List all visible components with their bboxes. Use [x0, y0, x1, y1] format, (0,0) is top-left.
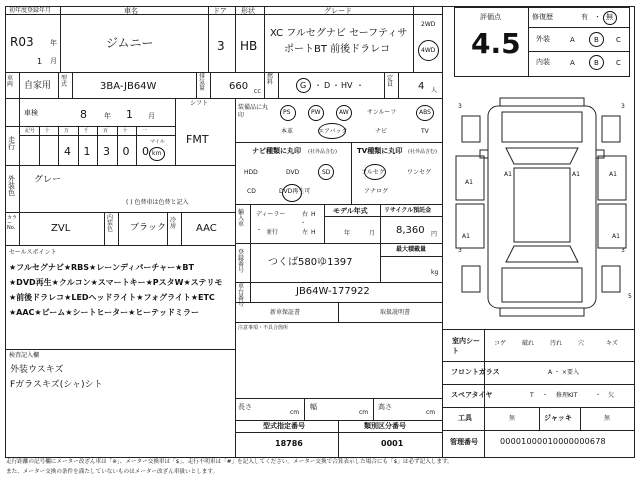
ac-label: 冷房	[170, 217, 177, 230]
color-label: 外装色	[8, 175, 15, 197]
eq-tv: TV	[421, 128, 429, 135]
r3-v3	[235, 98, 236, 458]
right-rear-door	[598, 204, 626, 248]
length-label: 長さ	[238, 403, 252, 411]
disp-value: 660	[229, 81, 249, 92]
rt-v2	[539, 407, 540, 430]
ac-value: AAC	[196, 223, 217, 234]
mileage-digit: 1	[83, 145, 91, 158]
model-month-unit: 月	[369, 230, 376, 237]
grade-line2: ポートBT 前後ドラレコ	[284, 44, 391, 55]
reg-month-unit: 月	[50, 57, 57, 65]
guar-new: 新車保証書	[270, 309, 301, 316]
v-right-main	[442, 6, 443, 458]
notes-label: 注意事項・不具合箇所	[238, 325, 289, 331]
tools-value: 無	[509, 415, 516, 422]
car-name: ジムニー	[106, 36, 154, 50]
rt-top	[442, 329, 635, 330]
spare-kit: 修理KIT	[556, 392, 578, 399]
height-unit: cm	[426, 409, 436, 416]
mark-3-right: 3	[621, 103, 625, 110]
type-spec-value: 18786	[275, 439, 303, 448]
eq-airbag: エアバック	[318, 128, 348, 135]
eq-pw: PW	[311, 109, 321, 116]
rating-value: 4.5	[471, 27, 521, 60]
shape-label: 形状	[241, 7, 255, 15]
doors: 3	[217, 39, 225, 53]
mileage-unit: 万	[64, 128, 70, 134]
cap-label: 定員	[387, 75, 394, 88]
color-note: ( ) 色替車は色替と記入	[126, 199, 189, 206]
color-v	[19, 165, 20, 212]
cc-label: カラー No.	[7, 215, 18, 231]
seat-item: 汚れ	[550, 340, 563, 347]
row2-bottom	[5, 98, 442, 99]
v-2	[208, 6, 209, 72]
tv-analog: アナログ	[364, 188, 389, 195]
glass-value: A ・ ×要入	[548, 369, 579, 376]
rear-bumper	[500, 308, 584, 316]
inspector-label: 検査記入欄	[9, 352, 40, 359]
imp-dealer: ディーラー	[256, 211, 286, 218]
grade-label: グレード	[324, 7, 352, 15]
door-label: ドア	[213, 7, 227, 15]
plate-label: 登録番号	[238, 249, 245, 274]
class-label: 類別区分番号	[364, 422, 406, 430]
hdr-bottom	[5, 72, 442, 73]
imp-h2t: H	[311, 229, 316, 236]
recycle-unit: 円	[431, 231, 438, 238]
eq-abs: ABS	[419, 109, 431, 116]
shift-label: シフト	[190, 100, 209, 107]
color-value: グレー	[34, 175, 62, 185]
v-1	[60, 6, 61, 72]
capacity-label: 最大積載量	[396, 246, 427, 253]
sales-point-line: ★フルセグナビ★RBS★レーンディパーチャー★BT	[9, 263, 194, 272]
r2-v5	[210, 72, 211, 98]
mileage-unit: 百	[103, 128, 109, 134]
eq-navi: ナビ	[375, 128, 388, 135]
r2-v8	[384, 72, 385, 98]
recycle-label: リサイクル預託金	[384, 207, 432, 214]
rt-h4	[442, 430, 635, 431]
imp-h1	[324, 216, 442, 217]
mark-a1-left: A1	[465, 179, 473, 186]
car-name-label: 車名	[124, 7, 138, 15]
mileage-digit: 3	[103, 145, 110, 158]
disp-unit: CC	[254, 89, 261, 95]
mark-a1-front-left: A1	[504, 171, 512, 178]
reg-year-unit: 年	[50, 39, 57, 47]
rating-h2	[528, 51, 630, 52]
mark-3-right2: 3	[621, 247, 625, 254]
grade-line1: XC フルセグナビ セーフティサ	[270, 28, 408, 39]
disp-label: 排気量	[199, 73, 206, 92]
mgmt-value: 00001000010000000678	[500, 437, 606, 446]
width-label: 幅	[310, 403, 317, 411]
rt-h1	[442, 361, 635, 362]
cc-v1	[19, 212, 20, 245]
import-bottom	[235, 243, 442, 244]
r2-v1	[19, 72, 20, 98]
navtv-bottom	[235, 204, 442, 205]
navtv-v	[351, 142, 352, 204]
seat-item: コゲ	[494, 340, 507, 347]
inspection-label: 車検	[24, 109, 38, 117]
mileage-cell-divider	[39, 126, 40, 165]
fuel-hv: HV	[341, 81, 353, 90]
sales-point-line: ★DVD再生★クルコン★スマートキー★PスタW★ステリモ	[9, 278, 223, 287]
model-year-label: モデル年式	[333, 207, 368, 215]
mileage-digit: 0	[122, 145, 130, 158]
cc-value: ZVL	[51, 223, 71, 234]
color-bottom	[5, 212, 235, 213]
imp-dot2: ・	[300, 220, 307, 227]
fuel-d: D	[324, 81, 331, 90]
guar-bottom	[235, 322, 442, 323]
chassis-label: 車台番号	[238, 283, 245, 308]
repair-no: 無	[606, 13, 613, 21]
mark-a1-front-right: A1	[572, 171, 580, 178]
shift-value: FMT	[186, 133, 209, 146]
shape: HB	[240, 39, 258, 53]
footer-line2: また、メーター交換の条件を満たしていないものはメーター改ざん車扱いとします。	[6, 469, 219, 475]
vehicle-label: 車両	[7, 75, 14, 88]
left-rear-door	[456, 204, 484, 248]
ext-c: C	[616, 36, 621, 44]
repair-yes: 有	[581, 13, 588, 21]
mileage-cell-divider	[58, 126, 59, 165]
type-label: 型式	[61, 75, 68, 88]
imp-dot1: ・	[256, 227, 263, 234]
fuel-g: G	[300, 81, 307, 90]
reg-era: R03	[10, 35, 34, 49]
v-5	[413, 6, 414, 72]
left-front-door	[456, 156, 484, 200]
mark-3-left2: 3	[458, 247, 462, 254]
eq-leather: 本革	[281, 128, 294, 135]
cap-unit: 人	[431, 87, 438, 94]
r2-v4	[196, 72, 197, 98]
cap-value: 4	[418, 81, 425, 92]
hood	[502, 112, 582, 142]
mileage-digit: 4	[64, 145, 71, 158]
wheel-rr	[602, 266, 620, 292]
r2-v7	[278, 72, 279, 98]
seat-item: 破れ	[522, 340, 535, 347]
navi-hdd: HDD	[244, 169, 258, 176]
navi-sd: SD	[322, 169, 331, 176]
reg-month: 1	[37, 57, 43, 66]
equipment-label: 装備品に丸印	[238, 104, 269, 119]
mileage-unit: 一	[142, 128, 148, 134]
tv-oneseg: ワンセグ	[407, 169, 432, 176]
tools-label: 工具	[458, 414, 472, 422]
imp-left: 左	[302, 229, 309, 236]
insp-bottom	[5, 126, 175, 127]
spare-label: スペアタイヤ	[451, 391, 493, 399]
eq-aw: AW	[339, 109, 349, 116]
jack-value: 無	[604, 415, 611, 422]
imp-v2	[324, 204, 325, 243]
ext-a: A	[570, 36, 575, 44]
plate-value: つくば580ゆ1397	[268, 257, 353, 268]
plate-v1	[250, 243, 251, 302]
navi-cd: CD	[247, 188, 256, 195]
mirror-right	[596, 150, 604, 158]
r2-v3	[72, 72, 73, 98]
insp-month-unit: 月	[148, 112, 155, 120]
mark-5-bottom: 5	[628, 293, 632, 300]
use-label: 自家用	[24, 81, 52, 91]
imp-v3	[380, 204, 381, 243]
int-a: A	[570, 59, 575, 67]
v-3	[235, 6, 236, 72]
tv-note: (社外品含む)	[408, 149, 437, 155]
mark-a1-rear-right: A1	[612, 233, 620, 240]
sales-label: セールスポイント	[9, 249, 57, 256]
height-label: 高さ	[378, 403, 392, 411]
rating-h1	[528, 27, 630, 28]
cap-h	[380, 256, 442, 257]
eq-bottom	[235, 142, 442, 143]
inspector-line1: 外装ウスキズ	[10, 365, 64, 375]
twowd-label: 2WD	[421, 21, 436, 28]
spare-none: 欠	[608, 392, 615, 399]
mileage-cell-divider	[117, 126, 118, 165]
v-4	[264, 6, 265, 72]
dims-v2	[373, 398, 374, 420]
tv-fullseg: フルセグ	[361, 169, 385, 176]
repair-dot: ・	[594, 13, 601, 21]
r3-v2	[175, 98, 176, 165]
mgmt-label: 管理番号	[450, 438, 478, 446]
mile-label: マイル	[150, 139, 165, 145]
insp-year: 8	[80, 108, 87, 121]
mark-3-left: 3	[458, 103, 462, 110]
imp-h1t: H	[311, 211, 316, 218]
seat-item: キズ	[606, 340, 618, 347]
spare-t: T	[530, 392, 534, 399]
mileage-cell-divider	[78, 126, 79, 165]
tv-title: TV種類に丸印	[357, 147, 403, 155]
eq-sunroof: サンルーフ	[367, 109, 397, 116]
mileage-digit: 0	[142, 145, 149, 158]
tailgate	[502, 268, 582, 302]
import-label: 輸入車	[238, 209, 245, 228]
mileage-unit: 十	[44, 128, 50, 134]
fuel-label: 燃料	[267, 73, 274, 86]
capacity-unit: kg	[431, 269, 439, 276]
wheel-fl	[462, 116, 480, 142]
r2-v6	[264, 72, 265, 98]
navi-dvdplay: DVD再生可	[279, 188, 311, 195]
roof	[514, 168, 570, 242]
spec-v	[338, 420, 339, 458]
exterior-label: 外装	[536, 35, 550, 43]
right-front-door	[598, 156, 626, 200]
insp-year-unit: 年	[104, 112, 111, 120]
type-spec-label: 型式指定番号	[263, 422, 305, 430]
sales-point-line: ★AAC★ビーム★シートヒーター★ヒーテッドミラー	[9, 308, 199, 317]
car-diagram	[450, 96, 632, 318]
dims-v1	[304, 398, 305, 420]
seat-label: 室内シート	[452, 337, 480, 355]
mark-a1-rear-left: A1	[462, 233, 470, 240]
mileage-unit: 千	[83, 128, 89, 134]
windshield	[506, 148, 578, 164]
footer-line1: 走行距離の記号欄にメーター改ざん車は「※」、メーター交換車は「$」、走行不明車は「#」を記入してください。メーター交換で合算表示した場合にも「$」は必ず記入します。	[6, 459, 453, 465]
mileage-unit: 十	[122, 128, 128, 134]
fourwd-label: 4WD	[421, 47, 436, 54]
recycle-value: 8,360	[396, 225, 425, 236]
km-label: km	[152, 150, 162, 157]
glass-label: フロントガラス	[451, 368, 500, 376]
width-unit: cm	[359, 409, 369, 416]
int-c: C	[616, 59, 621, 67]
reg-label: 初年度登録年月	[9, 7, 52, 14]
inspector-line2: Fガラスキズ(シャ)シト	[10, 380, 103, 390]
class-value: 0001	[381, 439, 404, 448]
navi-note: (社外品含む)	[308, 149, 337, 155]
model-year-unit: 年	[344, 230, 351, 237]
mileage-label: 走行	[8, 136, 15, 151]
imp-parallel: 並行	[266, 229, 279, 236]
guar-v	[338, 302, 339, 322]
cc-v4	[167, 212, 168, 245]
mile-bottom	[5, 165, 235, 166]
mileage-cell-divider	[97, 126, 98, 165]
fuel-dot1: ・	[314, 81, 322, 90]
rating-div	[528, 7, 529, 77]
cc-v5	[181, 212, 182, 245]
rating-label: 評価点	[480, 13, 501, 21]
int-color-value: ブラック	[130, 223, 166, 233]
wheel-rl	[462, 266, 480, 292]
imp-v1	[250, 204, 251, 243]
mileage-cell-divider	[136, 126, 137, 165]
int-b: B	[594, 59, 599, 67]
rt-h2	[442, 384, 635, 385]
fuel-dot3: ・	[356, 81, 364, 90]
cc-v3	[118, 212, 119, 245]
type-value: 3BA-JB64W	[100, 81, 157, 92]
sales-bottom	[5, 349, 235, 350]
repair-label: 修復歴	[532, 13, 553, 21]
spare-dot2: ・	[595, 392, 602, 399]
guar-manual: 取扱説明書	[380, 309, 411, 316]
jack-label: ジャッキ	[544, 414, 572, 422]
cc-v2	[104, 212, 105, 245]
seat-item: 穴	[578, 340, 585, 347]
cc-bottom	[5, 245, 235, 246]
dims-top	[235, 398, 442, 399]
front-bumper	[500, 98, 584, 106]
r2-v9	[398, 72, 399, 98]
rt-v3	[580, 407, 581, 430]
body-outline	[488, 106, 596, 308]
sales-point-line: ★前後ドラレコ★LEDヘッドライト★フォグライト★ETC	[9, 293, 215, 302]
spare-dot1: ・	[542, 392, 549, 399]
navi-dvd: DVD	[286, 169, 300, 176]
interior-label: 内装	[536, 58, 550, 66]
rear-window	[506, 246, 578, 262]
plate-v2	[380, 243, 381, 282]
insp-month: 1	[126, 108, 133, 121]
wheel-fr	[602, 116, 620, 142]
r2-v2	[58, 72, 59, 98]
chassis-value: JB64W-177922	[296, 286, 370, 297]
plate-bottom	[235, 282, 442, 283]
r3-v1	[19, 98, 20, 165]
mileage-unit: 記号	[25, 128, 36, 134]
fuel-dot2: ・	[332, 81, 340, 90]
navi-title: ナビ種類に丸印	[252, 147, 301, 155]
eq-ps: PS	[283, 109, 291, 116]
mark-a1-right: A1	[609, 171, 617, 178]
int-color-label: 内装色	[107, 214, 114, 233]
length-unit: cm	[290, 409, 300, 416]
imp-right: 右	[302, 211, 309, 218]
ext-b: B	[594, 36, 599, 44]
